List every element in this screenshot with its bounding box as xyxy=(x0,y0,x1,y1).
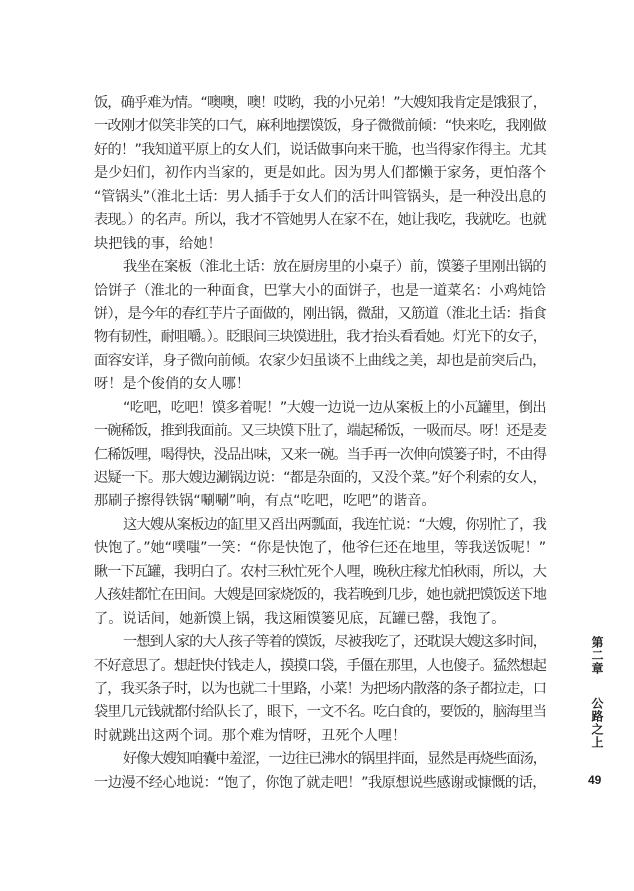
paragraph xyxy=(94,748,546,795)
text-line: 一边漫不经心地说：“饱了，你饱了就走吧！”我原想说些感谢或慷慨的话， xyxy=(94,774,546,791)
text-line: 迟疑一下。那大嫂边涮锅边说：“都是杂面的，又没个菜。”好个利索的女人， xyxy=(94,470,546,486)
body-text xyxy=(94,92,546,795)
text-line: 好的！”我知道平原上的女人们，说话做事向来干脆，也当得家作得主。尤其 xyxy=(94,141,546,158)
text-line: 饼），是今年的春红芋片子面做的，刚出锅，微甜，又筋道（淮北土话：指食 xyxy=(94,305,546,322)
paragraph xyxy=(94,256,546,397)
chapter-title: 公路之上 xyxy=(590,697,604,750)
text-line: 好像大嫂知咱囊中羞涩，一边往已沸水的锅里拌面，显然是再烧些面汤， xyxy=(123,751,546,768)
text-line: 物有韧性，耐咀嚼。）。眨眼间三块馍进肚，我才抬头看看她。灯光下的女子， xyxy=(94,329,546,346)
text-line: 表现。）的名声。所以，我才不管她男人在家不在，她让我吃，我就吃。也就 xyxy=(94,212,546,229)
text-line: 快饱了。”她“噗嗤”一笑：“你是快饱了，他爷仨还在地里，等我送饭呢！” xyxy=(94,540,546,557)
text-line: 块把钱的事，给她！ xyxy=(94,235,222,252)
text-line: 时就跳出这两个词。那个难为情呀，丑死个人哩！ xyxy=(94,727,407,744)
text-line: 是少妇们，初作内当家的，更是如此。因为男人们都懒于家务，更怕落个 xyxy=(94,165,546,182)
paragraph xyxy=(94,397,546,514)
text-line: 一想到人家的大人孩子等着的馍饭，尽被我吃了，还耽误大嫂这多时间， xyxy=(123,634,546,651)
chapter-number: 第二章 xyxy=(590,636,604,675)
text-line: 我坐在案板（淮北土话：放在厨房里的小桌子）前，馍篓子里刚出锅的 xyxy=(123,259,546,276)
text-line: “吃吧，吃吧！馍多着呢！”大嫂一边说一边从案板上的小瓦罐里，倒出 xyxy=(123,399,546,416)
text-line: 瞅一下瓦罐，我明白了。农村三秋忙死个人哩，晚秋庄稼尤怕秋雨，所以，大 xyxy=(94,563,546,580)
text-line: 一碗稀饭，推到我面前。又三块馍下肚了，端起稀饭，一吸而尽。呀！还是麦 xyxy=(94,423,546,440)
text-line: 人孩娃都忙在田间。大嫂是回家烧饭的，我若晚到几步，她也就把馍饭送下地 xyxy=(94,587,546,604)
text-line: 不好意思了。想赶快付钱走人，摸摸口袋，手僵在那里，人也傻子。猛然想起 xyxy=(94,657,546,674)
text-line: 那刷子擦得铁锅“唰唰”响，有点“吃吧，吃吧”的谐音。 xyxy=(94,493,436,510)
text-line: 袋里几元钱就都付给队长了，眼下，一文不名。吃白食的，要饭的，脑海里当 xyxy=(94,704,546,721)
text-line: 这大嫂从案板边的缸里又舀出两瓢面，我连忙说：“大嫂，你别忙了，我 xyxy=(123,516,546,533)
text-line: 饸饼子（淮北的一种面食，巴掌大小的面饼子，也是一道菜名：小鸡炖饸 xyxy=(94,282,546,299)
chapter-running-head xyxy=(590,636,606,749)
page-number: 49 xyxy=(588,773,602,787)
text-line: 呀！是个俊俏的女人哪！ xyxy=(94,376,251,393)
text-line: 仁稀饭哩，喝得快，没品出味，又来一碗。当手再一次伸向馍篓子时，不由得 xyxy=(94,446,546,463)
paragraph xyxy=(94,92,546,256)
text-line: 了。说话间，她新馍上锅，我这厢馍篓见底，瓦罐已罄，我饱了。 xyxy=(94,610,506,627)
paragraph xyxy=(94,514,546,631)
text-line: 一改刚才似笑非笑的口气，麻利地摆馍饭，身子微微前倾：“快来吃，我刚做 xyxy=(94,118,546,135)
text-line: 饭，确乎难为情。“噢噢，噢！哎哟，我的小兄弟！”大嫂知我肯定是饿狠了， xyxy=(94,95,546,111)
text-line: 面容安详，身子微向前倾。农家少妇虽谈不上曲线之美，却也是前突后凸， xyxy=(94,352,546,369)
text-line: 了，我买条子时，以为也就二十里路，小菜！为把场内散落的条子都拉走，口 xyxy=(94,680,546,697)
text-line: “管锅头”（淮北土话：男人插手于女人们的活计叫管锅头，是一种没出息的 xyxy=(94,188,546,205)
paragraph xyxy=(94,631,546,748)
